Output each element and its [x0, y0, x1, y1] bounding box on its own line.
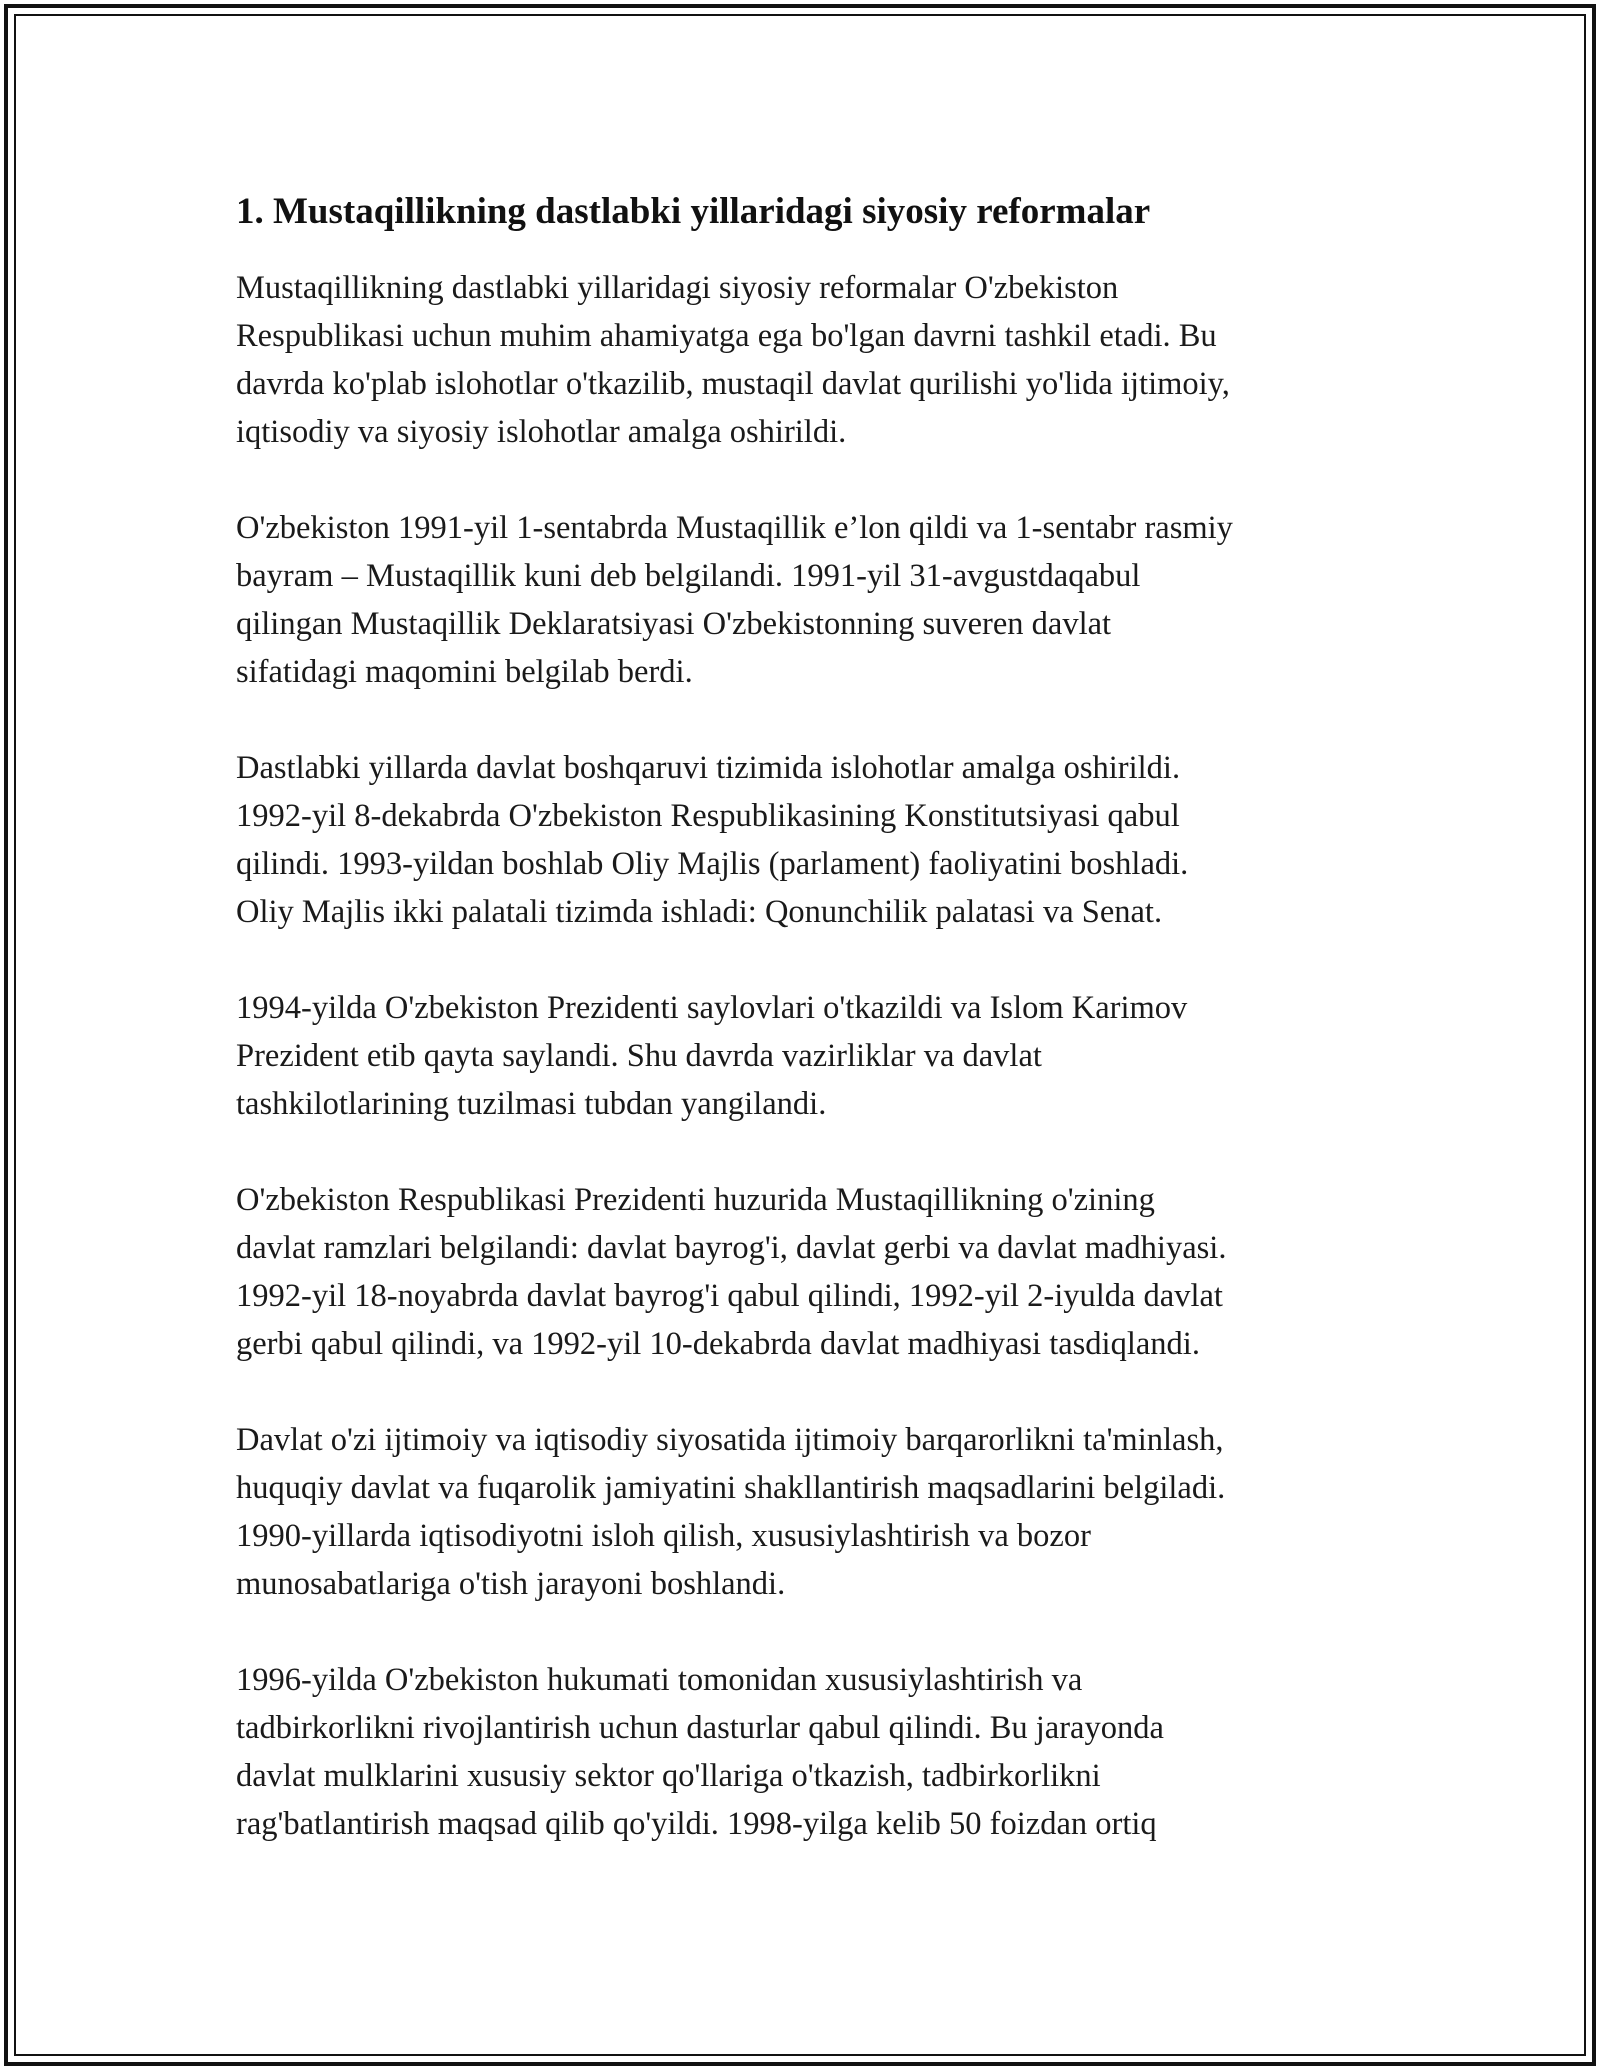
text-line: 1990-yillarda iqtisodiyotni isloh qilish, xususiylashtirish va bozor [236, 1518, 1091, 1554]
text-line: O'zbekiston 1991-yil 1-sentabrda Mustaqillik e’lon qildi va 1-sentabr rasmiy [236, 510, 1233, 546]
paragraph-6 [236, 1416, 1366, 1608]
text-line: qilindi. 1993-yildan boshlab Oliy Majlis (parlament) faoliyatini boshladi. [236, 846, 1189, 882]
text-line: gerbi qabul qilindi, va 1992-yil 10-dekabrda davlat madhiyasi tasdiqlandi. [236, 1326, 1200, 1362]
text-line: bayram – Mustaqillik kuni deb belgilandi. 1991-yil 31-avgustdaqabul [236, 558, 1141, 594]
text-line: rag'batlantirish maqsad qilib qo'yildi. 1998-yilga kelib 50 foizdan ortiq [236, 1806, 1157, 1842]
text-line: huquqiy davlat va fuqarolik jamiyatini shakllantirish maqsadlarini belgiladi. [236, 1470, 1226, 1506]
paragraph-4 [236, 984, 1366, 1128]
paragraph-7 [236, 1656, 1366, 1848]
text-line: qilingan Mustaqillik Deklaratsiyasi O'zbekistonning suveren davlat [236, 606, 1112, 642]
text-line: O'zbekiston Respublikasi Prezidenti huzurida Mustaqillikning o'zining [236, 1182, 1155, 1218]
text-line: iqtisodiy va siyosiy islohotlar amalga oshirildi. [236, 414, 847, 450]
document-body [236, 190, 1366, 1848]
text-line: 1992-yil 18-noyabrda davlat bayrog'i qabul qilindi, 1992-yil 2-iyulda davlat [236, 1278, 1223, 1314]
paragraph-1 [236, 264, 1366, 456]
text-line: Oliy Majlis ikki palatali tizimda ishladi: Qonunchilik palatasi va Senat. [236, 894, 1163, 930]
text-line: sifatidagi maqomini belgilab berdi. [236, 654, 693, 690]
paragraph-3 [236, 744, 1366, 936]
paragraph-5 [236, 1176, 1366, 1368]
text-line: munosabatlariga o'tish jarayoni boshlandi. [236, 1566, 786, 1602]
text-line: tadbirkorlikni rivojlantirish uchun dasturlar qabul qilindi. Bu jarayonda [236, 1710, 1164, 1746]
text-line: Mustaqillikning dastlabki yillaridagi siyosiy reformalar O'zbekiston [236, 270, 1119, 306]
text-line: Dastlabki yillarda davlat boshqaruvi tizimida islohotlar amalga oshirildi. [236, 750, 1181, 786]
text-line: 1992-yil 8-dekabrda O'zbekiston Respublikasining Konstitutsiyasi qabul [236, 798, 1180, 834]
text-line: Prezident etib qayta saylandi. Shu davrda vazirliklar va davlat [236, 1038, 1042, 1074]
text-line: davlat ramzlari belgilandi: davlat bayrog'i, davlat gerbi va davlat madhiyasi. [236, 1230, 1227, 1266]
text-line: davrda ko'plab islohotlar o'tkazilib, mustaqil davlat qurilishi yo'lida ijtimoiy, [236, 366, 1230, 402]
text-line: 1996-yilda O'zbekiston hukumati tomonidan xususiylashtirish va [236, 1662, 1083, 1698]
text-line: tashkilotlarining tuzilmasi tubdan yangilandi. [236, 1086, 827, 1122]
text-line: Respublikasi uchun muhim ahamiyatga ega bo'lgan davrni tashkil etadi. Bu [236, 318, 1217, 354]
paragraph-2 [236, 504, 1366, 696]
section-heading: 1. Mustaqillikning dastlabki yillaridagi siyosiy reformalar [236, 191, 1151, 232]
text-line: Davlat o'zi ijtimoiy va iqtisodiy siyosatida ijtimoiy barqarorlikni ta'minlash, [236, 1422, 1224, 1458]
text-line: davlat mulklarini xususiy sektor qo'llariga o'tkazish, tadbirkorlikni [236, 1758, 1101, 1794]
text-line: 1994-yilda O'zbekiston Prezidenti saylovlari o'tkazildi va Islom Karimov [236, 990, 1188, 1026]
